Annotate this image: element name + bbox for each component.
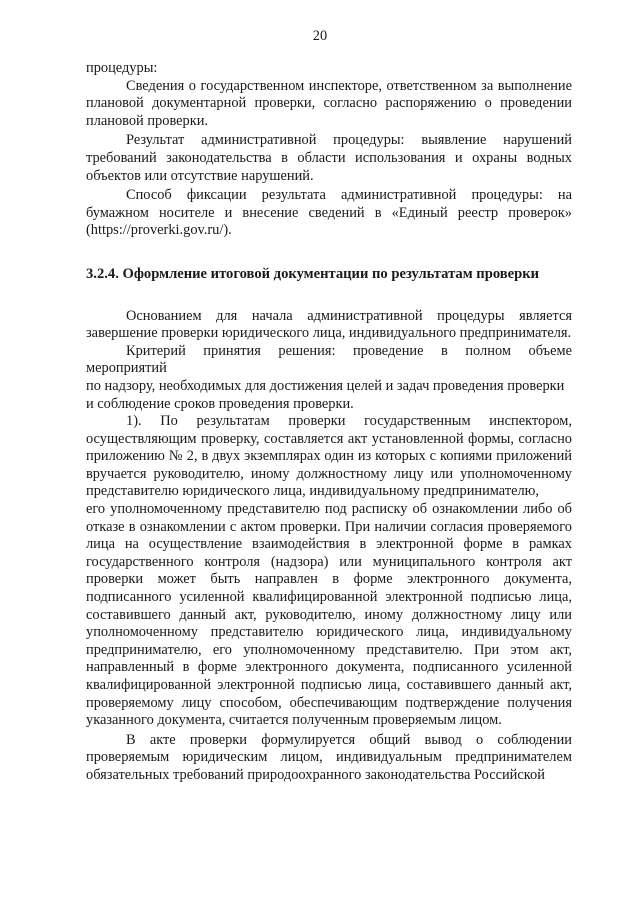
paragraph-act-conclusion: В акте проверки формулируется общий вывод о соблюдении проверяемым юридическим лицом, индивидуальным предпринимателем обязательных требований природоохранного законодательства Российской	[86, 731, 572, 783]
paragraph-grounds: Основанием для начала административной процедуры является завершение проверки юридического лица, индивидуального предпринимателя.	[86, 307, 572, 342]
paragraph-procedures-continuation: процедуры:	[86, 60, 158, 76]
paragraph-criterion-end: и соблюдение сроков проведения проверки.	[86, 395, 354, 412]
section-heading: 3.2.4. Оформление итоговой документации по результатам проверки	[86, 265, 540, 282]
paragraph-inspector-info: Сведения о государственном инспекторе, ответственном за выполнение плановой документарной проверки, согласно распоряжению о проведении плановой проверки.	[86, 77, 572, 129]
paragraph-criterion: Критерий принятия решения: проведение в полном объеме мероприятий	[86, 342, 572, 377]
document-body	[86, 60, 572, 785]
paragraph-act-delivery: его уполномоченному представителю под расписку об ознакомлении либо об отказе в ознакомлении с актом проверки. При наличии согласия проверяемого лица на осуществление взаимодействия в электронной форме в рамках государственного контроля (надзора) или муниципального контроля акт проверки может быть направлен в форме электронного документа, подписанного усиленной квалифицированной электронной подписью лица, составившего данный акт, руководителю, иному должностному лицу или уполномоченному представителю юридического лица, индивидуальному предпринимателю, его уполномоченному представителю. При этом акт, направленный в форме электронного документа, подписанного усиленной квалифицированной электронной подписью лица, составившего данный акт, проверяемому лицу способом, обеспечивающим подтверждение получения указанного документа, считается полученным проверяемым лицом.	[86, 501, 572, 729]
paragraph-result-recording: Способ фиксации результата административной процедуры: на бумажном носителе и внесение сведений в «Единый реестр проверок» (https://proverki.gov.ru/).	[86, 187, 572, 239]
page-number: 20	[312, 28, 328, 44]
paragraph-inspection-act: 1). По результатам проверки государственным инспектором, осуществляющим проверку, составляется акт установленной формы, согласно приложению № 2, в двух экземплярах один из которых с копиями приложений вручается руководителю, иному должностному лицу или уполномоченному представителю юридического лица, индивидуальному предпринимателю,	[86, 413, 572, 500]
paragraph-criterion-continued: по надзору, необходимых для достижения целей и задач проведения проверки	[86, 377, 565, 394]
paragraph-procedure-result: Результат административной процедуры: выявление нарушений требований законодательства в области использования и охраны водных объектов или отсутствие нарушений.	[86, 132, 572, 184]
